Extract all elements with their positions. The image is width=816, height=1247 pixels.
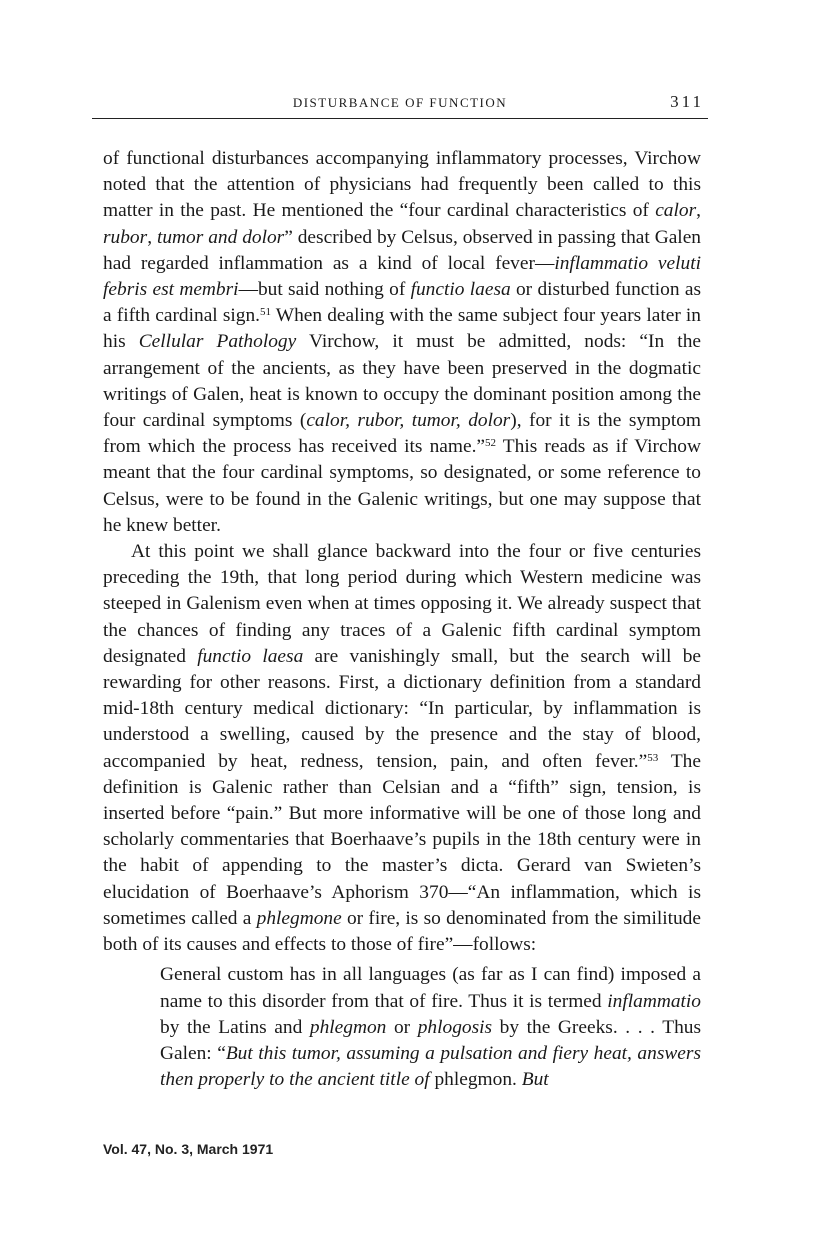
running-title: DISTURBANCE OF FUNCTION xyxy=(292,95,508,110)
paragraph-2 xyxy=(103,539,701,958)
text-run: or xyxy=(386,1016,418,1038)
footnote-ref: 51 xyxy=(260,306,271,319)
italic-run: But xyxy=(521,1069,549,1091)
running-header xyxy=(92,88,708,119)
text-run: , xyxy=(696,200,701,222)
italic-run: phlegmon xyxy=(309,1016,387,1038)
italic-run: tumor and dolor xyxy=(156,226,285,248)
text-run: Virchow, it must be admitted, nods: “In the arrangement of the ancients, as they have been preserved in the dogmatic writings of Galen, heat is known to occupy the dominant position among the four cardinal symptoms ( xyxy=(103,331,701,432)
footnote-ref: 53 xyxy=(647,751,659,764)
italic-run: inflammatio xyxy=(607,990,701,1012)
text-run: by the Greeks. . . . Thus Galen: “ xyxy=(160,1016,702,1064)
footnote-ref: 52 xyxy=(485,437,497,450)
italic-run: calor, rubor, tumor, dolor xyxy=(306,410,511,432)
text-run: When dealing with the same subject four years later in his xyxy=(103,305,701,353)
italic-run: rubor xyxy=(103,226,148,248)
italic-run: inflammatio veluti febris est membri xyxy=(103,252,701,301)
text-run: At this point we shall glance backward into the four or five centuries preceding the 19th, that long period during which Western medicine was steeped in Galenism even when at times opposing it. We already suspect that the chances of finding any traces of a Galenic fifth cardinal symptom designated xyxy=(103,541,701,667)
article-body xyxy=(103,146,701,1093)
text-run: of functional disturbances accompanying inflammatory processes, Virchow noted that the attention of physicians had frequently been called to this matter in the past. He mentioned the “four cardinal characteristics of xyxy=(103,148,701,222)
text-run: , xyxy=(147,226,157,248)
text-run: —but said nothing of xyxy=(238,279,411,301)
italic-run: But this tumor, assuming a pulsation and fiery heat, answers then properly to the ancient title of xyxy=(160,1042,701,1091)
text-run: or disturbed function as a fifth cardinal sign. xyxy=(103,279,701,327)
text-run: by the Latins and xyxy=(160,1016,310,1038)
block-quote xyxy=(103,962,701,1093)
italic-run: phlegmone xyxy=(256,907,342,929)
paragraph-1 xyxy=(103,146,701,539)
page-number: 311 xyxy=(670,92,704,111)
journal-citation: Vol. 47, No. 3, March 1971 xyxy=(103,1141,274,1157)
text-run: The definition is Galenic rather than Celsian and a “fifth” sign, tension, is inserted before “pain.” But more informative will be one of those long and scholarly commentaries that Boerhaave’s pupils in the 18th century were in the habit of appending to the master’s dicta. Gerard van Swieten’s elucidation of Boerhaave’s Aphorism 370—“An inflammation, which is sometimes called a xyxy=(103,750,701,929)
text-run: or fire, is so denominated from the similitude both of its causes and effects to those of fire”—follows: xyxy=(103,907,701,956)
italic-run: calor xyxy=(655,200,697,222)
quote-paragraph xyxy=(160,962,701,1093)
italic-run: functio laesa xyxy=(197,645,304,667)
text-run: General custom has in all languages (as far as I can find) imposed a name to this disorder from that of fire. Thus it is termed xyxy=(160,964,701,1012)
text-run: are vanishingly small, but the search will be rewarding for other reasons. First, a dictionary definition from a standard mid-18th century medical dictionary: “In particular, by inflammation is understood a swelling, caused by the presence and the stay of blood, accompanied by heat, redness, tension, pain, and often fever.” xyxy=(103,645,701,772)
text-run: ), for it is the symptom from which the process has received its name.” xyxy=(103,410,702,458)
italic-run: functio laesa xyxy=(410,279,511,301)
text-run: ” described by Celsus, observed in passing that Galen had regarded inflammation as a kind of local fever— xyxy=(103,226,701,274)
italic-run: phlogosis xyxy=(417,1016,493,1038)
text-run: phlegmon. xyxy=(429,1069,522,1091)
text-run: This reads as if Virchow meant that the four cardinal symptoms, so designated, or some reference to Celsus, were to be found in the Galenic writings, but one may suppose that he knew better. xyxy=(103,436,701,536)
italic-run: Cellular Pathology xyxy=(138,331,297,353)
